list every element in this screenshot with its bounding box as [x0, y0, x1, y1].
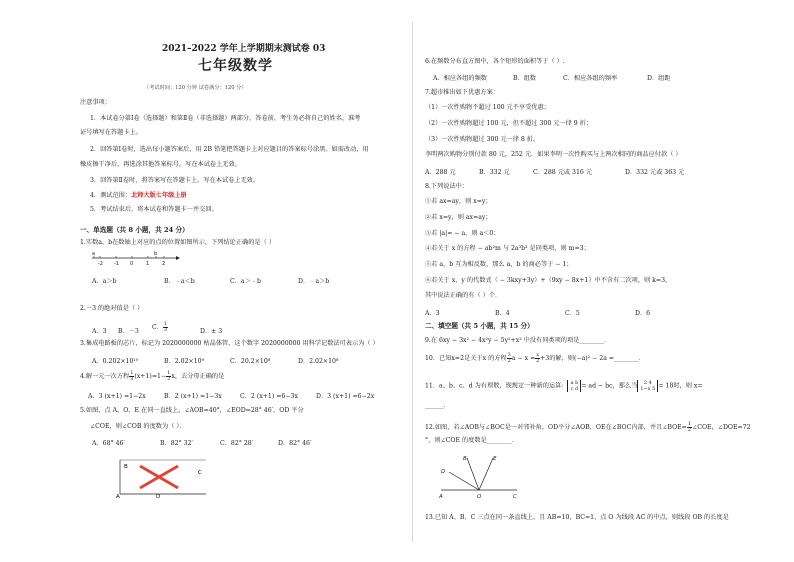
note-1b: 证号填写在答题卡上。 — [80, 129, 142, 136]
q11-text-post: = 18时，则 x= — [658, 382, 703, 390]
number-line-label: b — [154, 251, 158, 257]
q7-option-d[interactable]: D．332 元或 363 元 — [625, 169, 685, 176]
q1-option-d[interactable]: D．﹣a＞b — [298, 278, 330, 285]
exam-info: （考试时间：120 分钟 试卷满分：120 分） — [144, 85, 247, 91]
q8-statement-4: ④若关于 x 的方程 − ab²m 与 2a³b³ 是同类项，则 m=3； — [425, 245, 590, 252]
q7-option-c[interactable]: C．288 元或 316 元 — [533, 169, 593, 176]
q12-label-d: D — [441, 469, 446, 475]
ray-ob — [467, 458, 479, 490]
q5-label-b: B — [124, 464, 128, 470]
q8-option-c[interactable]: C．5 — [565, 310, 580, 317]
note-5: 5．考试结束后，将本试卷和答题卡一并交回。 — [90, 206, 218, 213]
q12-label-a: A — [439, 494, 443, 500]
q2-option-b[interactable]: B．－3 — [118, 328, 139, 335]
q2-option-c[interactable] — [152, 322, 168, 333]
q1-option-b[interactable]: B．﹣a＜b — [164, 278, 195, 285]
q11-text-mid: = ad − bc，那么当 — [581, 382, 638, 390]
q1-option-c[interactable]: C．a＞﹣b — [230, 278, 261, 285]
q10-frac-2-num: x — [536, 352, 540, 358]
q10-frac-2-den: 2 — [536, 358, 540, 364]
note-2a: 2．回答第Ⅰ卷时，选出每小题答案后，用 2B 铅笔把答题卡上对应题目的答案标号涂黑。如需改动，用 — [90, 146, 369, 153]
q5-option-b[interactable]: B．82° 32′ — [160, 440, 193, 447]
q11-text-pre: 11．a、b、c、d 为有理数，现规定一种新的运算： — [425, 382, 568, 390]
q5-label-c: C — [198, 470, 202, 476]
q10-eq-mid: a − x = — [511, 355, 536, 362]
question-9: 9.在 6xy − 3x² − 4x²y − 5y²+x² 中没有同类项的项是________． — [425, 337, 611, 344]
q7-rule-1: （1）一次性购物不超过 100 元不享受优惠； — [425, 104, 550, 111]
q5-option-d[interactable]: D．82° 46′ — [278, 440, 312, 447]
number-line-label: -1 — [114, 261, 119, 267]
number-line-label: -2 — [98, 261, 103, 267]
question-12b: °，则∠COE 的度数是________． — [425, 437, 518, 444]
question-4: 4.解一元一次方程 $\frac{1}{3}$ (x+1)=1− $\frac{1}{2}$ x，去分母正确的是 — [80, 370, 225, 382]
q4-text-mid: (x+1)=1− — [134, 373, 167, 380]
q4-option-b[interactable]: B．2 (x+1) =1−3x — [164, 393, 222, 400]
q2-frac-den: 3 — [163, 327, 168, 333]
q12-frac-den: 2 — [687, 427, 692, 433]
q11-m1-c: c — [570, 386, 574, 392]
q12-label-o: O — [477, 494, 482, 500]
q12-label-e: E — [493, 456, 497, 462]
q12-text-post: ∠COE，∠DOE=72 — [692, 424, 751, 431]
q11-m1-b: b — [575, 380, 579, 386]
q7-question: 李明两次购物分别付款 80 元，252 元．如果李明一次性购买与上两次相同的商品应付款（ ） — [425, 151, 682, 158]
exam-subject: 七年级数学 — [198, 58, 273, 74]
question-11 — [425, 380, 703, 392]
question-6: 6.在频数分布直方图中，各个矩形的面积等于（ ）. — [425, 58, 565, 65]
q5-option-c[interactable]: C．82° 28′ — [220, 440, 254, 447]
q11-m2-a: 2 — [643, 380, 648, 386]
q12-angle-figure — [435, 452, 525, 500]
number-line-label: a — [92, 251, 96, 257]
number-line-label: 2 — [162, 261, 166, 267]
q8-statement-3: ③若 |a|= − a，则 a＜0； — [425, 230, 500, 237]
q3-option-b[interactable]: B．2.02×10⁹ — [164, 358, 205, 365]
q4-text-tail: x，去分母正确的是 — [171, 373, 225, 380]
q11-matrix-1 — [567, 380, 581, 392]
q4-text-pre: 4.解一元一次方程 — [80, 373, 130, 380]
q3-option-d[interactable]: D．2.02×10⁸ — [298, 358, 339, 365]
q12-frac-num: 1 — [687, 421, 692, 427]
q2-frac-num: 1 — [163, 321, 168, 327]
q8-option-b[interactable]: B．4 — [495, 310, 510, 317]
q8-option-a[interactable]: A．3 — [425, 310, 440, 317]
q5-option-a[interactable]: A．68° 46′ — [92, 440, 125, 447]
left-column — [80, 0, 398, 562]
q8-option-d[interactable]: D．6 — [635, 310, 651, 317]
q2-fraction — [163, 322, 168, 333]
q11-m1-d: d — [574, 386, 579, 392]
q5-figure — [116, 452, 216, 498]
exam-title: 2021–2022 学年上学期期末测试卷 03 — [162, 44, 326, 54]
q7-rule-2: （2）一次性购物超过 100 元，但不超过 300 元一律 9 折； — [425, 120, 593, 127]
question-1: 1.实数a，b在数轴上对应的点的位置如图所示，下列结论正确的是（ ） — [80, 239, 275, 246]
note-4-prefix: 4．测试范围： — [90, 192, 132, 199]
number-line-figure — [90, 250, 180, 270]
q1-option-a[interactable]: A．a＞b — [92, 278, 117, 285]
q5-label-a: A — [116, 494, 120, 498]
q2-option-a[interactable]: A．3 — [92, 328, 107, 335]
number-line-label: 1 — [146, 261, 150, 267]
q2-option-d[interactable]: D．± 3 — [200, 328, 223, 335]
q10-eq-tail: +3 — [540, 355, 550, 362]
question-5a: 5.如图，点 A、O、E 在同一直线上，∠AOB=40°，∠EOD=28° 46′，OD 平分 — [80, 407, 304, 414]
note-1a: 1．本试卷分第Ⅰ卷（选择题）和第Ⅱ卷（非选择题）两部分。答卷前，考生务必将自己的姓名、准考 — [90, 115, 361, 122]
note-3: 3．回答第Ⅱ卷时，将答案写在答题卡上。写在本试卷上无效。 — [90, 177, 260, 184]
q11-m1-a: a — [570, 380, 574, 386]
q10-text-post: 的解，则(−a)² − 2a =________． — [549, 355, 645, 362]
section-2-heading: 二、填空题（共 5 小题，共 15 分） — [425, 322, 534, 330]
q6-option-b[interactable]: B．组数 — [513, 75, 537, 82]
q8-statement-1: ①若 ax=ay，则 x=y； — [425, 198, 492, 205]
note-2b: 橡皮擦干净后，再选涂其他答案标号。写在本试卷上无效。 — [80, 161, 241, 168]
question-7: 7.超市推出如下优惠方案： — [425, 89, 499, 96]
test-scope: 北师大版七年级上册 — [131, 192, 187, 199]
question-3: 3.集成电路板的芯片，标记为 2020000000 枯晶体管，这个数字 2020000000 用科学记数法可表示为（ ） — [80, 340, 379, 347]
question-5b: ∠COE，则∠COB 的度数为（ ）． — [90, 423, 186, 430]
q11-matrix-2 — [637, 380, 658, 392]
q11-m2-c: 1−x — [640, 386, 651, 392]
q11-m2-d: 5 — [652, 386, 656, 392]
q11-answer-blank[interactable]: ______． — [425, 402, 450, 409]
q3-option-a[interactable]: A．0.202×10¹⁰ — [92, 358, 139, 365]
q6-option-c[interactable]: C．相应各组的频率 — [563, 75, 618, 82]
ray-od — [449, 472, 479, 490]
q7-option-a[interactable]: A．288 元 — [425, 169, 456, 176]
number-line-label: 0 — [130, 261, 134, 267]
question-10 — [425, 353, 645, 364]
number-line-arrow — [176, 256, 180, 260]
q12-text-pre: 12.如图，若∠AOB与∠BOC是一对邻补角，OD平分∠AOB，OE在∠BOC内部，并且∠BOE= — [425, 424, 687, 431]
note-4 — [90, 192, 187, 200]
q8-question: 其中说法正确的有（ ）个． — [425, 292, 502, 299]
ray-oe — [479, 458, 493, 490]
section-1-heading: 一、单选题（共 8 小题，共 24 分） — [80, 226, 189, 234]
q3-option-c[interactable]: C．20.2×10⁸ — [230, 358, 271, 365]
q11-m2-b: 4 — [648, 380, 652, 386]
column-divider — [412, 22, 413, 542]
q4-option-d[interactable]: D．3 (x+1) =6−2x — [316, 393, 375, 400]
question-8: 8.下列说法中： — [425, 183, 469, 190]
q6-option-a[interactable]: A．相应各组的频数 — [433, 75, 487, 82]
question-2: 2.－3 的绝对值是（ ） — [80, 305, 144, 312]
q7-option-b[interactable]: B．332 元 — [479, 169, 510, 176]
q8-statement-5: ⑤若 a，b 互为相反数，那么 a，b 的商必等于 − 1； — [425, 261, 573, 268]
q5-label-d: D — [156, 494, 161, 498]
q12-label-c: C — [513, 494, 517, 500]
q8-statement-6: ⑥若关于 x，y 的代数式（ − 3kxy+3y）+（9xy − 8x+1）中不含有二次项，则 k=3， — [425, 277, 672, 284]
q10-text-pre: 10．已知x=2是关于x 的方程 — [425, 355, 507, 362]
q2-option-c-label: C． — [152, 324, 163, 331]
q12-label-b: B — [463, 456, 467, 462]
notes-heading: 注意事项： — [80, 99, 111, 106]
q10-frac-1-num: 3 — [507, 352, 511, 358]
question-13: 13.已知 A、B、C 三点在同一条直线上，且 AB=10，BC=1，点 O 为线段 AC 的中点，则线段 OB 的长度是 — [425, 514, 729, 521]
question-12 — [425, 422, 751, 433]
q10-frac-1-den: 2 — [507, 358, 511, 364]
q6-option-d[interactable]: D．组距 — [647, 75, 671, 82]
q7-rule-3: （3）一次性购物超过 300 元一律 8 折。 — [425, 136, 540, 143]
right-column — [425, 0, 777, 562]
q4-option-c[interactable]: C．2 (x+1) =6−3x — [240, 393, 298, 400]
q8-statement-2: ②若 x=y，则 ax=ay； — [425, 214, 492, 221]
q4-option-a[interactable]: A．3 (x+1) =1−2x — [88, 393, 146, 400]
